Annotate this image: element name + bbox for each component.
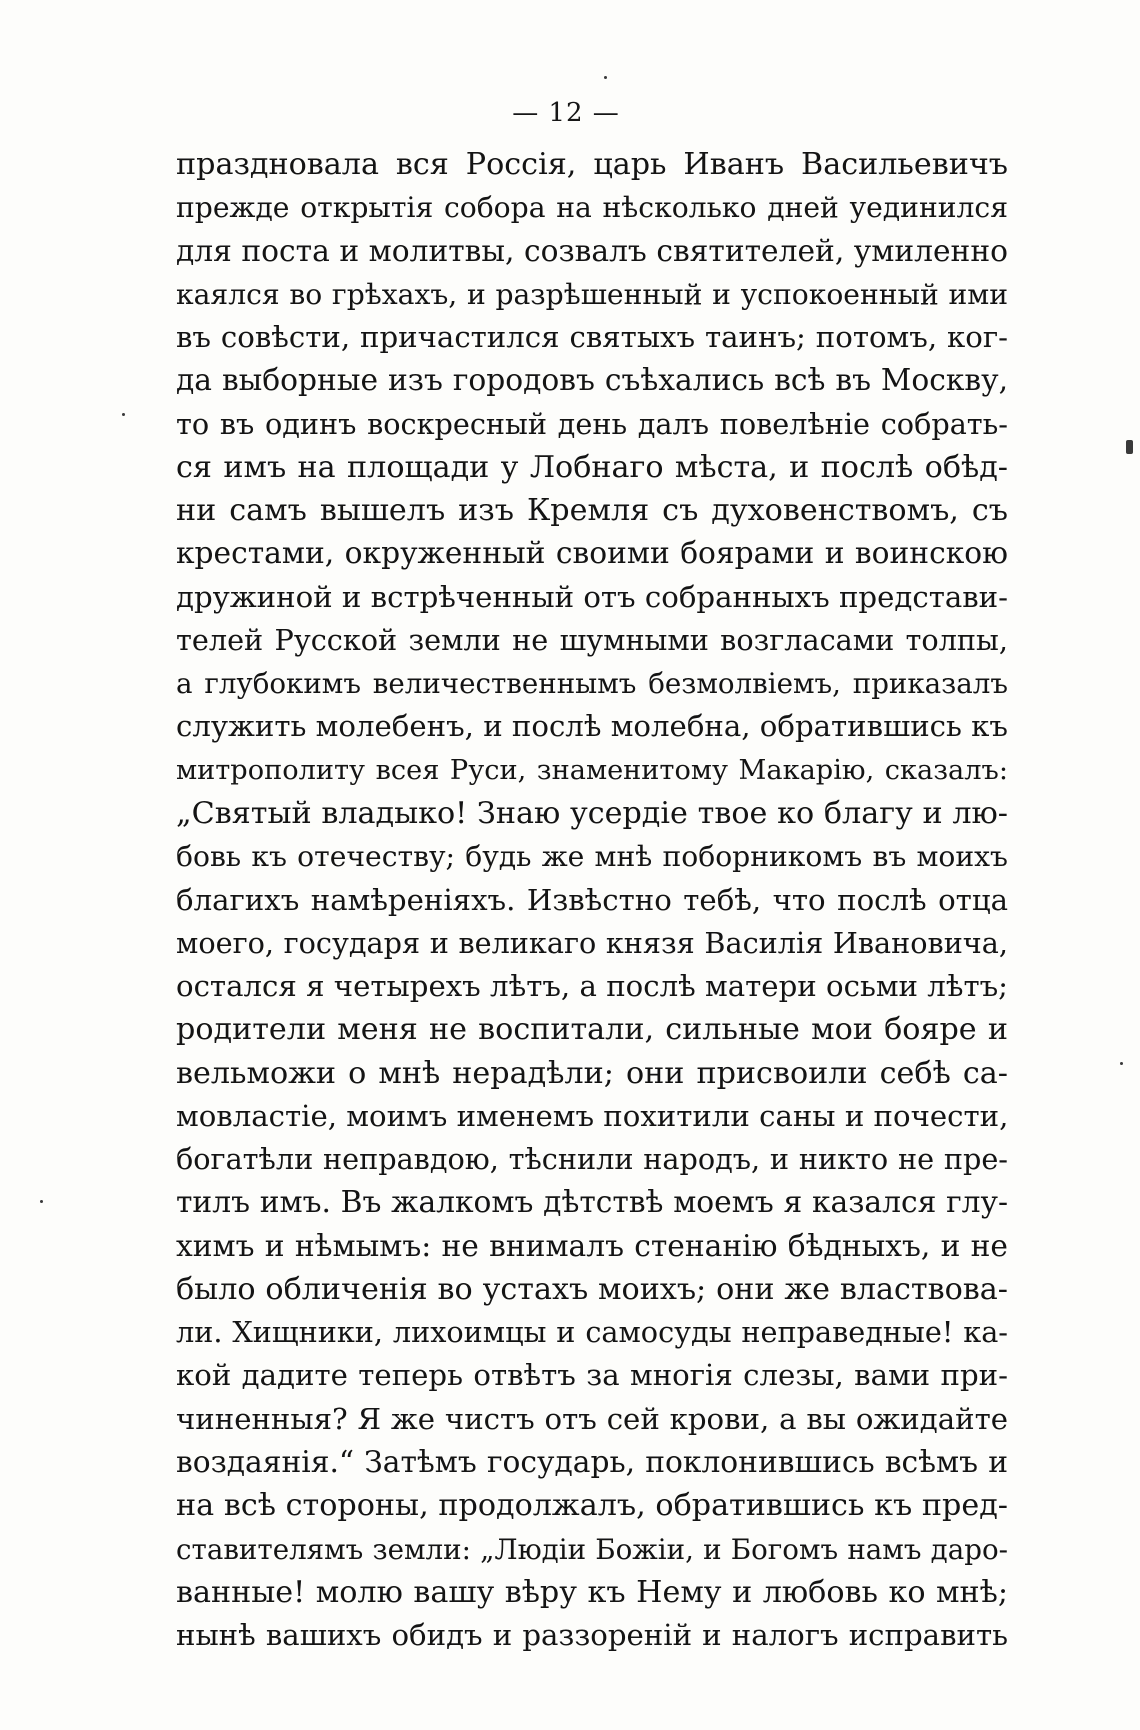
text-line: вельможи о мнѣ нерадѣли; они присвоили себѣ са- — [176, 1055, 1008, 1091]
text-line: чиненныя? Я же чистъ отъ сей крови, а вы ожидайте — [176, 1401, 1008, 1436]
text-line: тилъ имъ. Въ жалкомъ дѣтствѣ моемъ я казался глу- — [176, 1185, 1008, 1221]
text-line: ся имъ на площади у Лобнаго мѣста, и послѣ обѣд- — [176, 449, 1008, 485]
text-line: прежде открытія собора на нѣсколько дней уединился — [176, 191, 1008, 225]
text-line: на всѣ стороны, продолжалъ, обратившись къ пред- — [176, 1488, 1008, 1524]
text-line: телей Русской земли не шумными возгласами толпы, — [176, 622, 1008, 657]
text-line: крестами, окруженный своими боярами и воинскою — [176, 536, 1008, 572]
text-line: ставителямъ земли: „Людіи Божіи, и Богомъ намъ даро- — [176, 1532, 1008, 1566]
text-line: праздновала вся Россія, царь Иванъ Васильевичъ — [176, 147, 1008, 182]
text-line: дружиной и встрѣченный отъ собранныхъ представи- — [176, 579, 1008, 614]
text-line: служить молебенъ, и послѣ молебна, обратившись къ — [176, 709, 1008, 744]
text-line: каялся во грѣхахъ, и разрѣшенный и успокоенный ими — [176, 277, 1008, 311]
text-line: благихъ намѣреніяхъ. Извѣстно тебѣ, что послѣ отца — [176, 882, 1008, 917]
text-line: въ совѣсти, причастился святыхъ таинъ; потомъ, ког- — [176, 320, 1008, 355]
text-line: „Святый владыко! Знаю усердіе твое ко благу и лю- — [176, 795, 1008, 831]
text-line: бовь къ отечеству; будь же мнѣ поборникомъ въ моихъ — [176, 840, 1008, 874]
text-line: остался я четырехъ лѣтъ, а послѣ матери осьми лѣтъ; — [176, 969, 1008, 1004]
text-line: мовластіе, моимъ именемъ похитили саны и почести, — [176, 1098, 1008, 1133]
text-line: да выборные изъ городовъ съѣхались всѣ въ Москву, — [176, 363, 1008, 399]
text-line: митрополиту всея Руси, знаменитому Макарію, сказалъ: — [176, 754, 1008, 786]
scan-speck — [40, 1200, 43, 1203]
text-line: воздаянія.“ Затѣмъ государь, поклонившись всѣмъ и — [176, 1444, 1008, 1480]
page-number: — 12 — — [512, 98, 620, 128]
text-line: а глубокимъ величественнымъ безмолвіемъ, приказалъ — [176, 667, 1008, 701]
text-line: нынѣ вашихъ обидъ и раззореній и налогъ исправить — [176, 1618, 1008, 1653]
text-line: для поста и молитвы, созвалъ святителей, умиленно — [176, 233, 1008, 269]
text-line: ни самъ вышелъ изъ Кремля съ духовенствомъ, съ — [176, 493, 1008, 529]
scan-speck — [1126, 440, 1133, 454]
text-line: химъ и нѣмымъ: не внималъ стенанію бѣдныхъ, и не — [176, 1228, 1008, 1264]
text-line: ванные! молю вашу вѣру къ Нему и любовь ко мнѣ; — [176, 1574, 1008, 1610]
text-line: было обличенія во устахъ моихъ; они же властвова- — [176, 1271, 1008, 1307]
text-line: родители меня не воспитали, сильные мои бояре и — [176, 1012, 1008, 1048]
text-line: то въ одинъ воскресный день далъ повелѣніе собрать- — [176, 406, 1008, 441]
text-line: богатѣли неправдою, тѣснили народъ, и никто не пре- — [176, 1142, 1008, 1177]
body-text — [176, 143, 1008, 1657]
scan-speck — [1120, 1062, 1123, 1065]
scan-speck — [122, 413, 125, 416]
text-line: моего, государя и великаго князя Василія Ивановича, — [176, 925, 1008, 960]
scan-speck — [604, 76, 607, 79]
text-line: ли. Хищники, лихоимцы и самосуды неправедные! ка- — [176, 1315, 1008, 1350]
text-line: кой дадите теперь отвѣтъ за многія слезы, вами при- — [176, 1358, 1008, 1393]
